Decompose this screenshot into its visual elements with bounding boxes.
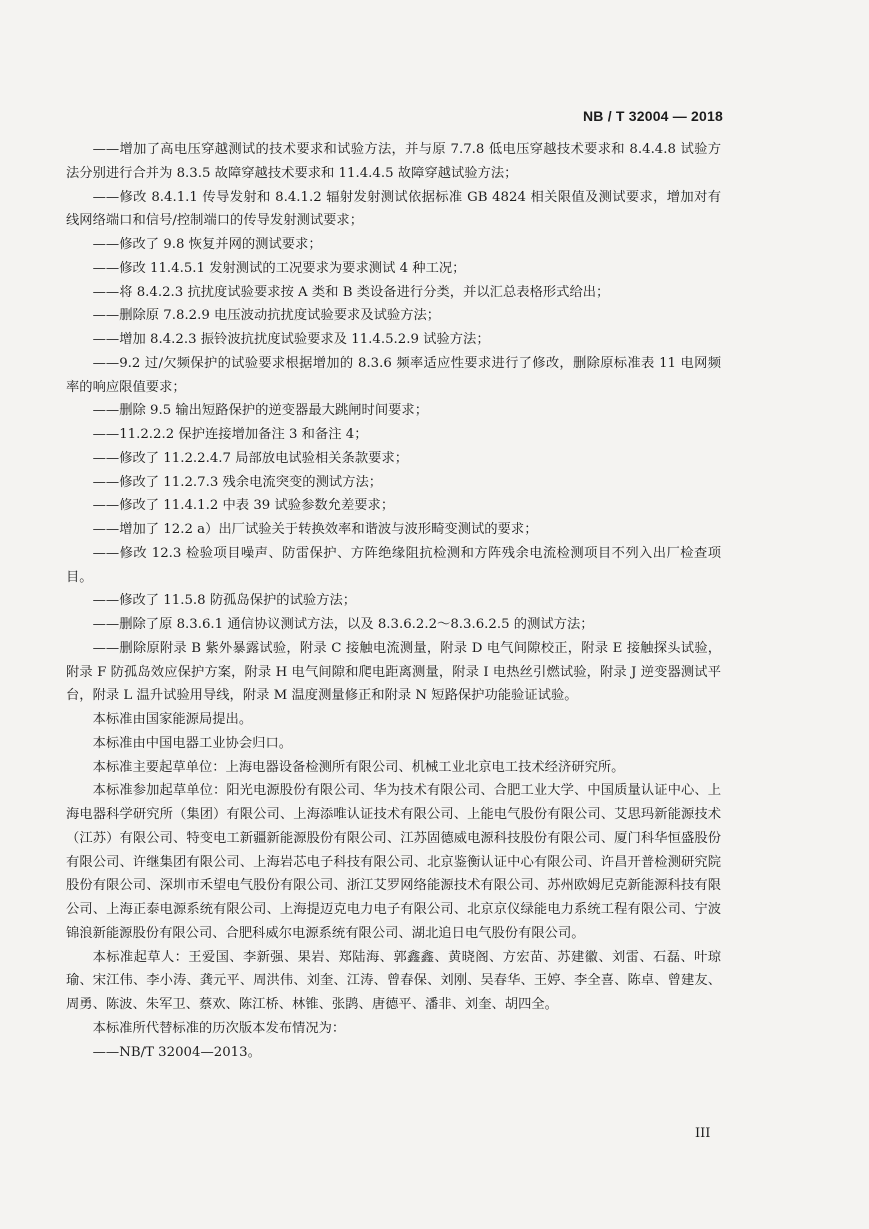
paragraph-change-item: ——删除 9.5 输出短路保护的逆变器最大跳闸时间要求； [92, 403, 429, 419]
paragraph-change-item: ——修改了 11.5.8 防孤岛保护的试验方法； [92, 593, 357, 609]
paragraph-change-item: ——修改 11.4.5.1 发射测试的工况要求为要求测试 4 种工况； [92, 260, 466, 276]
paragraph-change-item: ——修改了 11.4.1.2 中表 39 试验参数允差要求； [92, 498, 395, 514]
paragraph-change-item: ——删除原附录 B 紫外暴露试验，附录 C 接触电流测量，附录 D 电气间隙校正，附录 E 接触探头试验，附录 F 防孤岛效应保护方案，附录 H 电气间隙和爬电距离测量，附录 I 电热丝引燃试验，附录 J 逆变器测试平台，附录 L 温升试验用导线，附录 M 温度测量修正和附录 N 短路保护功能验证试验。 [66, 640, 721, 704]
paragraph-change-item: ——9.2 过/欠频保护的试验要求根据增加的 8.3.6 频率适应性要求进行了修改，删除原标准表 11 电网频率的响应限值要求； [66, 355, 721, 395]
standard-number-header: NB / T 32004 — 2018 [583, 108, 723, 124]
paragraph-change-item: ——11.2.2.2 保护连接增加备注 3 和备注 4； [92, 427, 368, 442]
paragraph-change-item: ——删除了原 8.3.6.1 通信协议测试方法，以及 8.3.6.2.2～8.3.6.2.5 的测试方法； [92, 617, 594, 632]
paragraph-change-item: ——修改 8.4.1.1 传导发射和 8.4.1.2 辐射发射测试依据标准 GB 4824 相关限值及测试要求，增加对有线网络端口和信号/控制端口的传导发射测试要求； [66, 189, 721, 229]
paragraph-previous-version: ——NB/T 32004—2013。 [92, 1044, 261, 1060]
paragraph-participating-units: 本标准参加起草单位：阳光电源股份有限公司、华为技术有限公司、合肥工业大学、中国质量认证中心、上海电器科学研究所（集团）有限公司、上海添唯认证技术有限公司、上能电气股份有限公司、艾思玛新能源技术（江苏）有限公司、特变电工新疆新能源股份有限公司、江苏固德威电源科技股份有限公司、厦门科华恒盛股份有限公司、许继集团有限公司、上海岩芯电子科技有限公司、北京鉴衡认证中心有限公司、许昌开普检测研究院股份有限公司、深圳市禾望电气股份有限公司、浙江艾罗网络能源技术有限公司、苏州欧姆尼克新能源科技有限公司、上海正泰电源系统有限公司、上海提迈克电力电子有限公司、北京京仪绿能电力系统工程有限公司、宁波锦浪新能源股份有限公司、合肥科威尔电源系统有限公司、湖北追日电气股份有限公司。 [66, 783, 721, 941]
paragraph-change-item: ——修改了 11.2.2.4.7 局部放电试验相关条款要求； [92, 450, 409, 466]
paragraph-change-item: ——将 8.4.2.3 抗扰度试验要求按 A 类和 B 类设备进行分类，并以汇总表格形式给出； [92, 284, 610, 300]
paragraph-version-history-intro: 本标准所代替标准的历次版本发布情况为： [92, 1020, 346, 1036]
paragraph-change-item: ——增加了 12.2 a）出厂试验关于转换效率和谐波与波形畸变测试的要求； [92, 522, 538, 537]
paragraph-proposer: 本标准由国家能源局提出。 [92, 712, 253, 727]
paragraph-change-item: ——增加了高电压穿越测试的技术要求和试验方法，并与原 7.7.8 低电压穿越技术要求和 8.4.4.8 试验方法分别进行合并为 8.3.5 故障穿越技术要求和 11.4.4.5 故障穿越试验方法； [66, 142, 721, 181]
page-number: III [695, 1126, 711, 1141]
paragraph-change-item: ——增加 8.4.2.3 振铃波抗扰度试验要求及 11.4.5.2.9 试验方法； [92, 332, 490, 347]
foreword-body [66, 138, 721, 1064]
paragraph-administrator: 本标准由中国电器工业协会归口。 [92, 735, 293, 751]
paragraph-change-item: ——修改 12.3 检验项目噪声、防雷保护、方阵绝缘阻抗检测和方阵残余电流检测项目不列入出厂检查项目。 [66, 545, 721, 585]
paragraph-change-item: ——删除原 7.8.2.9 电压波动抗扰度试验要求及试验方法； [92, 308, 441, 324]
paragraph-drafters: 本标准起草人：王爱国、李新强、果岩、郑陆海、郭鑫鑫、黄晓阁、方宏苗、苏建徽、刘雷、石磊、叶琼瑜、宋江伟、李小涛、龚元平、周洪伟、刘奎、江涛、曾春保、刘刚、吴春华、王婷、李全喜、陈卓、曾建友、周勇、陈波、朱军卫、蔡欢、陈江桥、林锥、张鹍、唐德平、潘非、刘奎、胡四全。 [66, 949, 721, 1012]
paragraph-change-item: ——修改了 11.2.7.3 残余电流突变的测试方法； [92, 474, 383, 490]
paragraph-main-drafting-units: 本标准主要起草单位：上海电器设备检测所有限公司、机械工业北京电工技术经济研究所。 [92, 759, 625, 775]
paragraph-change-item: ——修改了 9.8 恢复并网的测试要求； [92, 237, 322, 252]
